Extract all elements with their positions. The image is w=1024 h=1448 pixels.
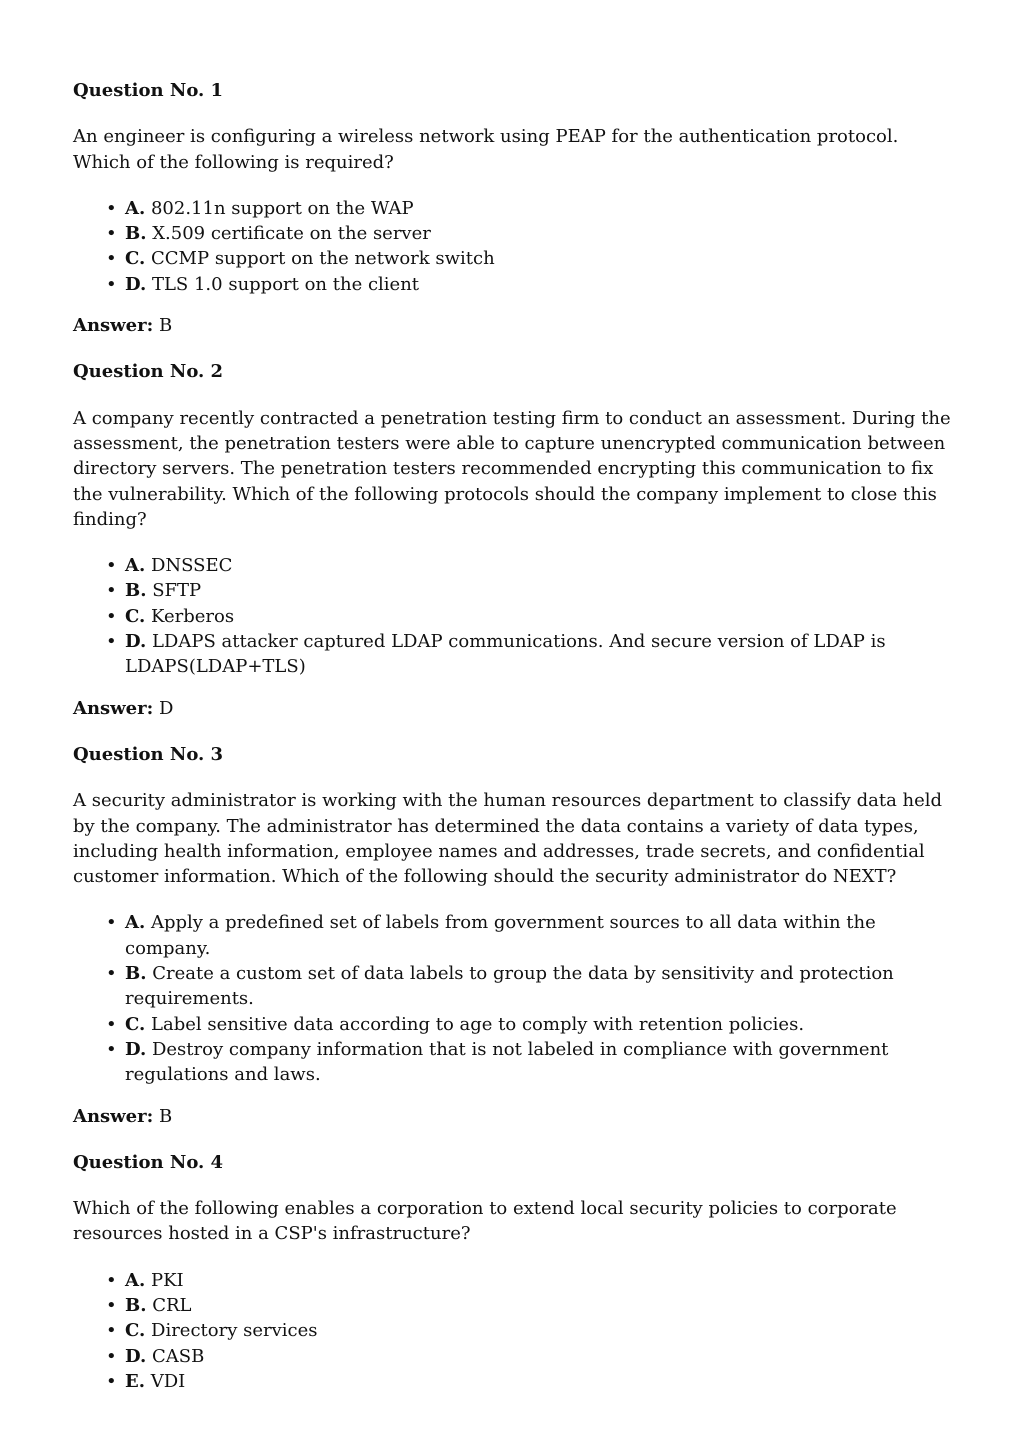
option-item	[106, 1318, 953, 1343]
option-text: CCMP support on the network switch	[151, 248, 495, 270]
bullet-icon: •	[106, 248, 117, 270]
option-letter: A.	[125, 912, 146, 934]
question-text: An engineer is configuring a wireless network using PEAP for the authentication protocol. Which of the following is required?	[73, 126, 899, 173]
bullet-icon: •	[106, 1345, 117, 1367]
question-text: Which of the following enables a corporation to extend local security policies to corporate resources hosted in a CSP's infrastructure?	[73, 1198, 897, 1245]
question-title: Question No. 3	[73, 743, 224, 765]
bullet-icon: •	[106, 605, 117, 627]
question-text: A company recently contracted a penetration testing firm to conduct an assessment. During the assessment, the penetration testers were able to capture unencrypted communication between directory servers. The penetration testers recommended encrypting this communication to fix the vulnerability. Which of the following protocols should the company implement to close this finding?	[73, 407, 951, 530]
bullet-icon: •	[106, 1269, 117, 1291]
option-text: Create a custom set of data labels to group the data by sensitivity and protection requirements.	[125, 963, 894, 1010]
option-list	[73, 553, 953, 679]
bullet-icon: •	[106, 1320, 117, 1342]
option-text: Kerberos	[151, 605, 235, 627]
option-text: Destroy company information that is not labeled in compliance with government regulations and laws.	[125, 1038, 889, 1086]
option-letter: A.	[125, 555, 146, 577]
bullet-icon: •	[106, 197, 117, 219]
option-letter: C.	[125, 1013, 146, 1035]
question-2	[73, 359, 953, 721]
option-item	[106, 910, 953, 961]
option-text: Label sensitive data according to age to comply with retention policies.	[151, 1013, 805, 1035]
option-list	[73, 196, 953, 297]
option-text: DNSSEC	[150, 555, 233, 577]
option-letter: B.	[125, 963, 147, 985]
document-page	[73, 78, 953, 1410]
option-letter: D.	[125, 631, 147, 653]
option-text: X.509 certificate on the server	[152, 223, 431, 245]
option-text: SFTP	[152, 580, 202, 602]
bullet-icon: •	[106, 1013, 117, 1035]
answer-line	[73, 1104, 953, 1129]
question-4	[73, 1150, 953, 1394]
option-item	[106, 221, 953, 246]
question-1	[73, 78, 953, 338]
bullet-icon: •	[106, 963, 117, 985]
answer-line	[73, 313, 953, 338]
option-letter: C.	[125, 605, 146, 627]
option-text: Apply a predefined set of labels from government sources to all data within the company.	[125, 912, 876, 959]
bullet-icon: •	[106, 223, 117, 245]
option-item	[106, 1293, 953, 1318]
option-letter: C.	[125, 1320, 146, 1342]
option-text: LDAPS attacker captured LDAP communications. And secure version of LDAP is LDAPS(LDAP+TLS)	[125, 631, 886, 678]
option-letter: B.	[125, 580, 147, 602]
bullet-icon: •	[106, 1370, 117, 1392]
option-item	[106, 196, 953, 221]
bullet-icon: •	[106, 1038, 117, 1060]
option-item	[106, 604, 953, 629]
option-letter: D.	[125, 1345, 147, 1367]
answer-label: Answer:	[73, 315, 154, 337]
option-item	[106, 629, 953, 680]
option-item	[106, 1369, 953, 1394]
answer-value: D	[159, 697, 174, 719]
option-letter: B.	[125, 223, 147, 245]
answer-label: Answer:	[73, 1105, 154, 1127]
option-letter: E.	[125, 1370, 145, 1392]
option-item	[106, 553, 953, 578]
option-item	[106, 246, 953, 271]
answer-label: Answer:	[73, 697, 154, 719]
question-3	[73, 742, 953, 1129]
bullet-icon: •	[106, 912, 117, 934]
question-title: Question No. 2	[73, 361, 224, 383]
option-letter: D.	[125, 273, 147, 295]
option-text: CRL	[152, 1294, 192, 1316]
option-letter: C.	[125, 248, 146, 270]
question-text: A security administrator is working with the human resources department to classify data held by the company. The administrator has determined the data contains a variety of data types, including health information, employee names and addresses, trade secrets, and confidential customer information. Which of the following should the security administrator do NEXT?	[73, 790, 943, 888]
option-text: CASB	[151, 1345, 205, 1367]
option-text: PKI	[150, 1269, 184, 1291]
option-item	[106, 1037, 953, 1088]
option-item	[106, 1344, 953, 1369]
option-text: VDI	[150, 1370, 186, 1392]
option-item	[106, 272, 953, 297]
bullet-icon: •	[106, 631, 117, 653]
option-item	[106, 578, 953, 603]
option-letter: B.	[125, 1294, 147, 1316]
option-letter: D.	[125, 1038, 147, 1060]
answer-value: B	[159, 315, 173, 337]
bullet-icon: •	[106, 580, 117, 602]
option-item	[106, 1012, 953, 1037]
option-list	[73, 910, 953, 1087]
option-text: 802.11n support on the WAP	[150, 197, 414, 219]
option-item	[106, 1268, 953, 1293]
bullet-icon: •	[106, 273, 117, 295]
bullet-icon: •	[106, 1294, 117, 1316]
answer-line	[73, 696, 953, 721]
bullet-icon: •	[106, 555, 117, 577]
answer-value: B	[159, 1105, 173, 1127]
option-letter: A.	[125, 197, 146, 219]
question-title: Question No. 1	[73, 80, 224, 101]
option-list	[73, 1268, 953, 1394]
option-letter: A.	[125, 1269, 146, 1291]
question-title: Question No. 4	[73, 1151, 224, 1173]
option-item	[106, 961, 953, 1012]
option-text: TLS 1.0 support on the client	[151, 273, 420, 295]
option-text: Directory services	[151, 1320, 318, 1342]
